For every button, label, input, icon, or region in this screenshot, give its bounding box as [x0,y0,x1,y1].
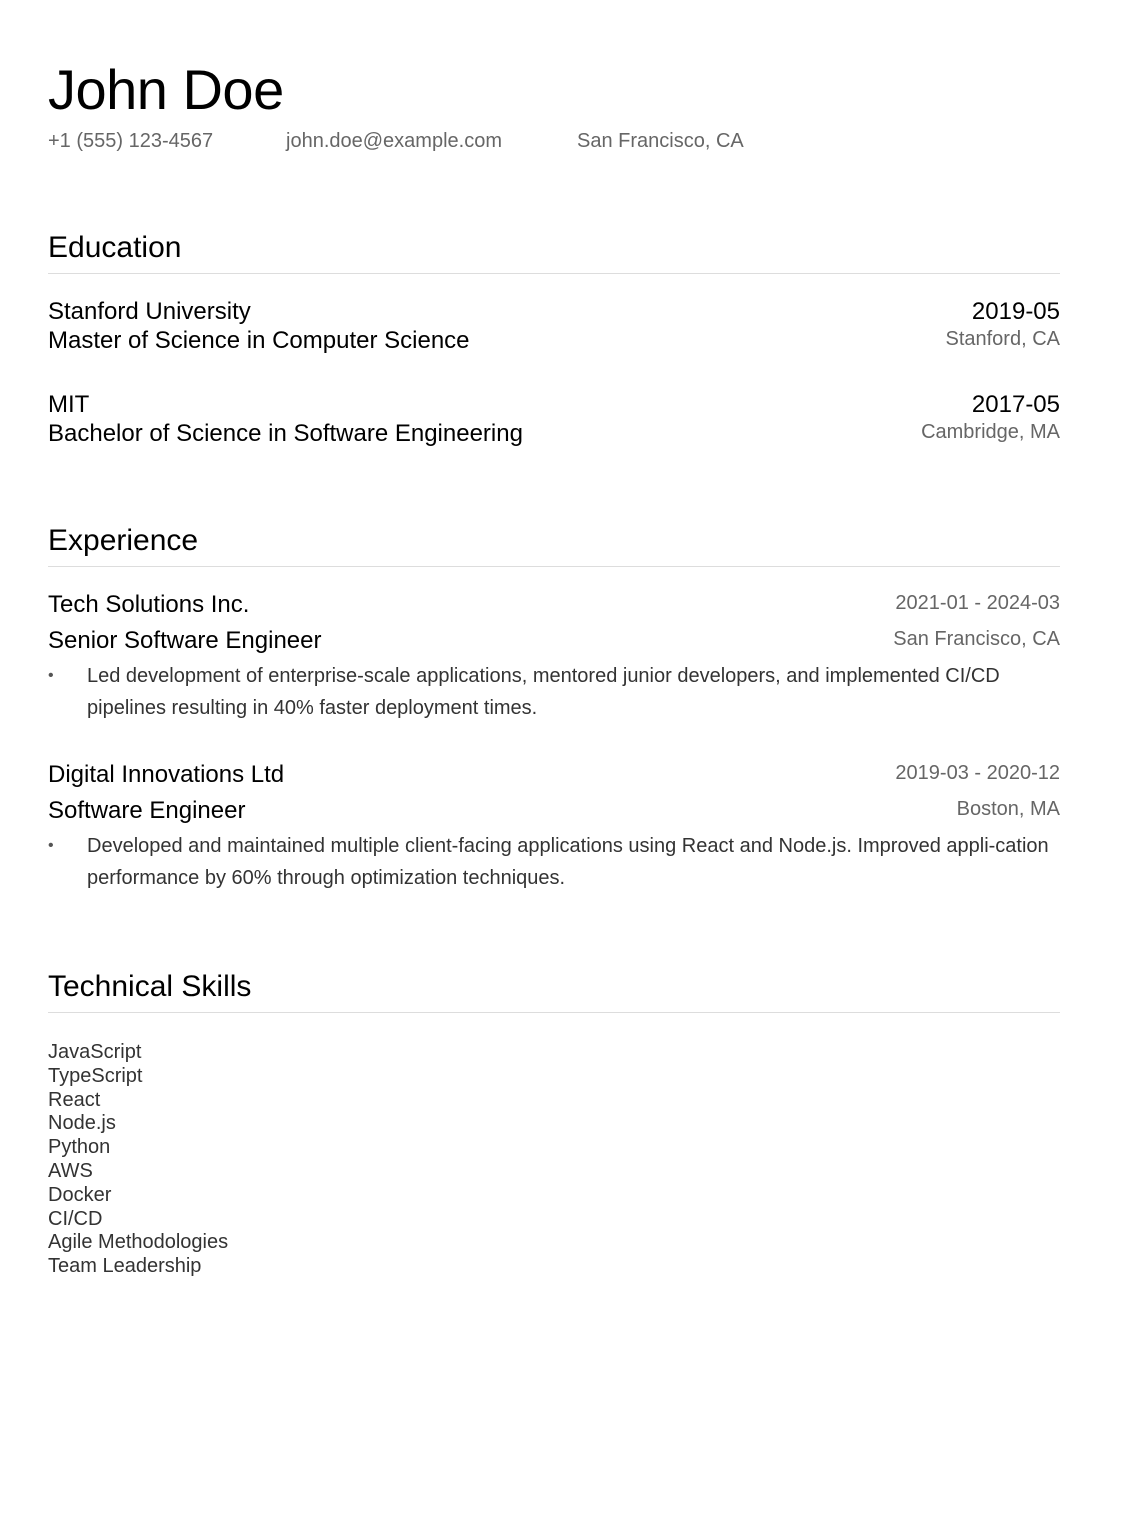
contact-line [48,128,744,154]
education-school: MIT [48,391,90,418]
experience-entry-1-top [48,590,1060,620]
contact-email: john.doe@example.com [286,130,502,152]
education-degree: Master of Science in Computer Science [48,327,470,354]
resume-name: John Doe [48,58,284,121]
experience-entry-2-mid [48,796,1060,826]
experience-entry-2-top [48,760,1060,790]
education-location: Stanford, CA [945,328,1060,350]
experience-dates: 2021-01 - 2024-03 [895,592,1060,614]
experience-description: Developed and maintained multiple client-facing applications using React and Node.js. Improved appli-cation performance by 60% through optimization techniques. [87,835,1049,889]
skill-item: JavaScript [48,1041,142,1063]
contact-location: San Francisco, CA [577,130,744,152]
skill-item: Node.js [48,1112,116,1135]
skill-item: Team Leadership [48,1255,202,1278]
skill-item: Docker [48,1183,112,1206]
experience-location: San Francisco, CA [893,628,1060,650]
skill-item: TypeScript [48,1064,143,1087]
skill-item: AWS [48,1159,93,1182]
skill-item: Python [48,1136,111,1159]
education-entry-1-bottom [48,326,1060,356]
experience-heading: Experience [48,523,1060,567]
education-degree: Bachelor of Science in Software Engineering [48,420,523,447]
experience-role: Senior Software Engineer [48,627,322,654]
experience-bullet [48,830,1072,894]
education-heading: Education [48,230,1060,274]
education-entry-1-top [48,297,1060,327]
experience-bullet [48,660,1072,724]
skill-item: CI/CD [48,1207,103,1230]
experience-company: Digital Innovations Ltd [48,761,285,788]
education-entry-2-top [48,390,1060,420]
skill-item: React [48,1088,101,1111]
education-date: 2019-05 [971,298,1060,325]
skills-list [48,1041,228,1279]
education-location: Cambridge, MA [921,421,1060,443]
experience-company: Tech Solutions Inc. [48,591,250,618]
contact-phone: +1 (555) 123-4567 [48,130,214,152]
bullet-marker: • [48,837,54,854]
experience-description: Led development of enterprise-scale applications, mentored junior developers, and implemented CI/CD pipelines resulting in 40% faster deployment times. [87,665,1000,719]
skills-heading: Technical Skills [48,969,1060,1013]
bullet-marker: • [48,667,54,684]
education-entry-2-bottom [48,419,1060,449]
skill-item: Agile Methodologies [48,1231,229,1254]
experience-location: Boston, MA [956,798,1060,820]
experience-role: Software Engineer [48,797,246,824]
experience-entry-1-mid [48,626,1060,656]
education-date: 2017-05 [971,391,1060,418]
education-school: Stanford University [48,298,251,325]
experience-dates: 2019-03 - 2020-12 [895,762,1060,784]
